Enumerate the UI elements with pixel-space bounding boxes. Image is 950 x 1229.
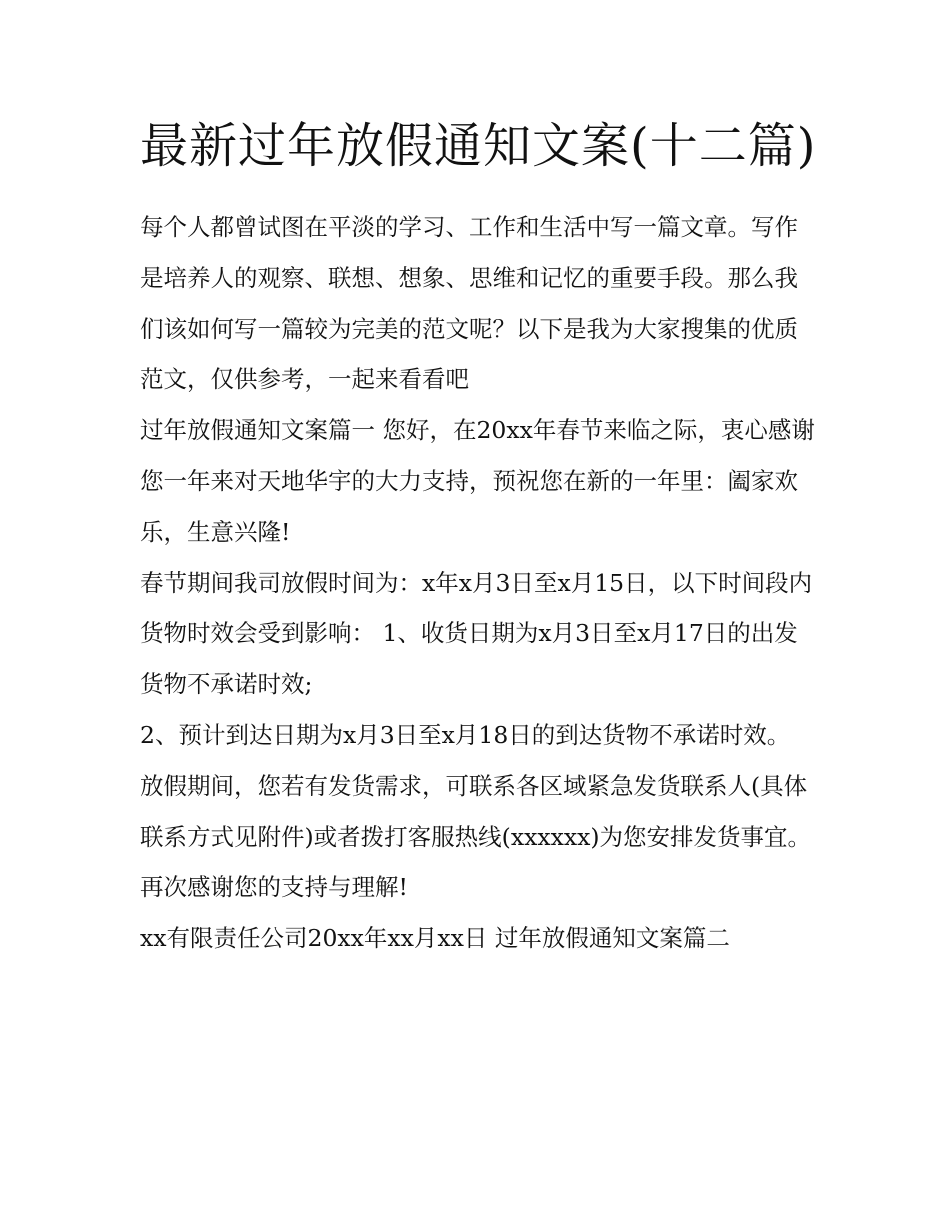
paragraph-signature: xx有限责任公司20xx年xx月xx日 过年放假通知文案篇二 [140, 924, 730, 953]
paragraph-intro: 每个人都曾试图在平淡的学习、工作和生活中写一篇文章。写作是培养人的观察、联想、想象、思维和记忆的重要手段。那么我们该如何写一篇较为完美的范文呢？以下是我为大家搜集的优质范文，仅供参考，一起来看看吧 [140, 213, 798, 394]
paragraph-arrival-notice: 2、预计到达日期为x月3日至x月18日的到达货物不承诺时效。 [140, 720, 791, 749]
paragraph-holiday-period: 春节期间我司放假时间为：x年x月3日至x月15日，以下时间段内货物时效会受到影响： 1、收货日期为x月3日至x月17日的出发货物不承诺时效; [140, 568, 813, 699]
document-body [140, 108, 820, 964]
paragraph-contact-info: 放假期间，您若有发货需求，可联系各区域紧急发货联系人(具体联系方式见附件)或者拨打客服热线(xxxxxx)为您安排发货事宜。 再次感谢您的支持与理解! [140, 771, 812, 902]
paragraph-greeting: 过年放假通知文案篇一 您好，在20xx年春节来临之际，衷心感谢您一年来对天地华宇的大力支持，预祝您在新的一年里：阖家欢乐，生意兴隆! [140, 416, 815, 546]
document-title: 最新过年放假通知文案(十二篇) [140, 118, 817, 174]
